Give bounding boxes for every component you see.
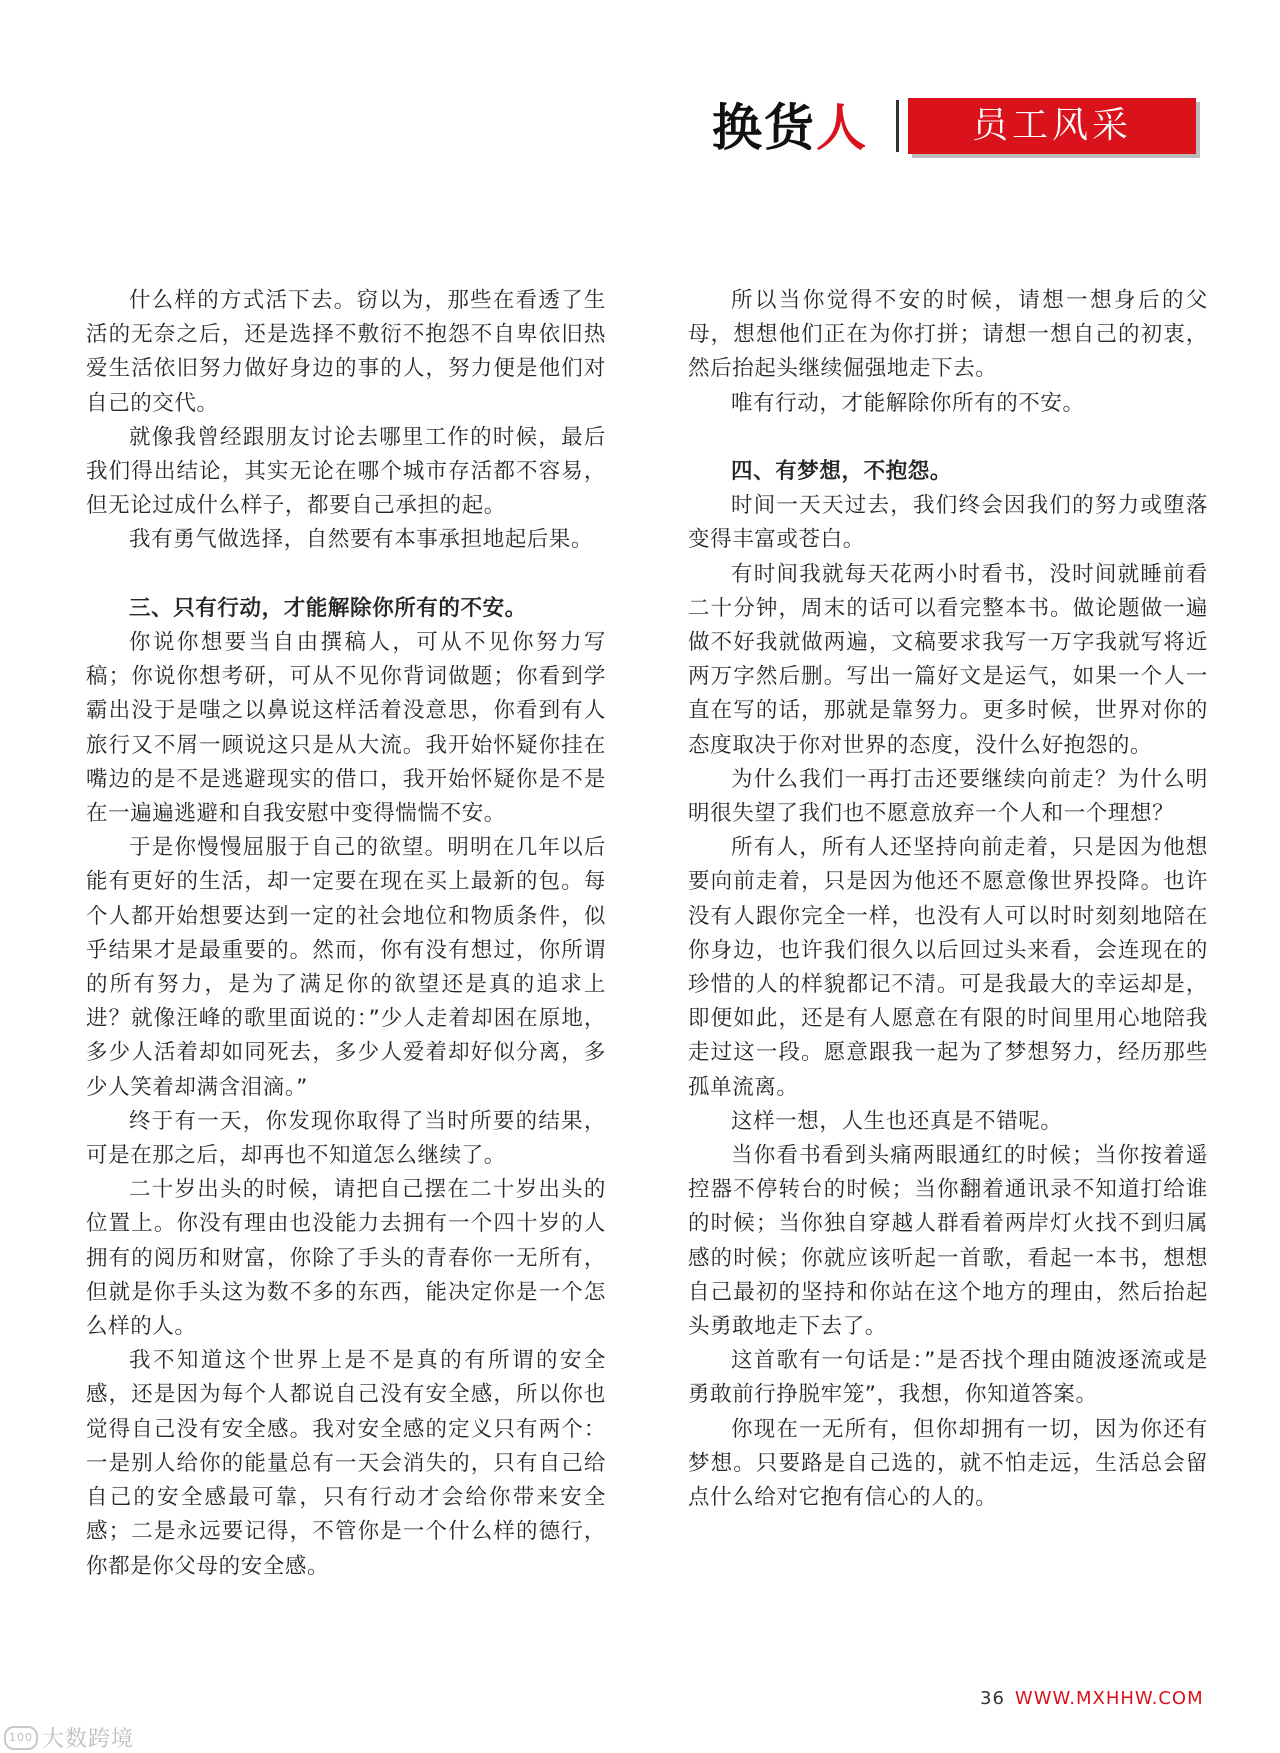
spacer: [86, 558, 606, 592]
paragraph: 唯有行动，才能解除你所有的不安。: [731, 390, 1085, 416]
brand-main-text: 换货: [712, 99, 816, 157]
paragraph: 你说你想要当自由撰稿人，可从不见你努力写稿；你说你想考研，可从不见你背词做题；你看到学霸出没于是嗤之以鼻说这样活着没意思，你看到有人旅行又不屑一顾说这只是从大流。我开始怀疑你挂在嘴边的是不是逃避现实的借口，我开始怀疑你是不是在一遍遍逃避和自我安慰中变得惴惴不安。: [86, 630, 606, 827]
section-heading: 四、有梦想，不抱怨。: [731, 459, 953, 484]
paragraph: 所以当你觉得不安的时候，请想一想身后的父母，想想他们正在为你打拼；请想一想自己的初衷，然后抬起头继续倔强地走下去。: [688, 288, 1208, 382]
paragraph: 这首歌有一句话是：”是否找个理由随波逐流或是勇敢前行挣脱牢笼”，我想，你知道答案。: [688, 1348, 1208, 1408]
paragraph: 有时间我就每天花两小时看书，没时间就睡前看二十分钟，周末的话可以看完整本书。做论题做一遍做不好我就做两遍，文稿要求我写一万字我就写将近两万字然后删。写出一篇好文是运气，如果一个人一直在写的话，那就是靠努力。更多时候，世界对你的态度取决于你对世界的态度，没什么好抱怨的。: [688, 561, 1208, 758]
paragraph: 我不知道这个世界上是不是真的有所谓的安全感，还是因为每个人都说自己没有安全感，所以你也觉得自己没有安全感。我对安全感的定义只有两个：一是别人给你的能量总有一天会消失的，只有自己给自己的安全感最可靠，只有行动才会给你带来安全感；二是永远要记得，不管你是一个什么样的德行，你都是你父母的安全感。: [86, 1348, 606, 1579]
brand-logo: [712, 98, 868, 158]
website-url: WWW.MXHHW.COM: [1014, 1688, 1204, 1709]
paragraph: 就像我曾经跟朋友讨论去哪里工作的时候，最后我们得出结论，其实无论在哪个城市存活都不容易，但无论过成什么样子，都要自己承担的起。: [86, 424, 606, 519]
page-footer: [980, 1688, 1204, 1709]
page-number: 36: [980, 1688, 1005, 1709]
left-column: [86, 284, 606, 1584]
paragraph: 我有勇气做选择，自然要有本事承担地起后果。: [129, 527, 594, 553]
paragraph: 你现在一无所有，但你却拥有一切，因为你还有梦想。只要路是自己选的，就不怕走远，生活总会留点什么给对它抱有信心的人的。: [688, 1416, 1208, 1511]
paragraph: 二十岁出头的时候，请把自己摆在二十岁出头的位置上。你没有理由也没能力去拥有一个四十岁的人拥有的阅历和财富，你除了手头的青春你一无所有，但就是你手头这为数不多的东西，能决定你是一个怎么样的人。: [86, 1177, 606, 1340]
section-label: 员工风采: [908, 98, 1196, 154]
paragraph: 终于有一天，你发现你取得了当时所要的结果，可是在那之后，却再也不知道怎么继续了。: [86, 1108, 606, 1169]
right-column: [688, 284, 1208, 1515]
header-divider: [896, 100, 899, 152]
brand-accent-text: 人: [816, 99, 868, 157]
paragraph: 所有人，所有人还坚持向前走着，只是因为他想要向前走着，只是因为他还不愿意像世界投降。也许没有人跟你完全一样，也没有人可以时时刻刻地陪在你身边，也许我们很久以后回过头来看，会连现在的珍惜的人的样貌都记不清。可是我最大的幸运却是，即便如此，还是有人愿意在有限的时间里用心地陪我走过这一段。愿意跟我一起为了梦想努力，经历那些孤单流离。: [688, 835, 1208, 1100]
section-heading: 三、只有行动，才能解除你所有的不安。: [129, 595, 527, 621]
paragraph: 这样一想，人生也还真是不错呢。: [731, 1108, 1063, 1134]
masthead: [700, 92, 1200, 164]
watermark-text: 大数跨境: [42, 1727, 135, 1752]
paragraph: 于是你慢慢屈服于自己的欲望。明明在几年以后能有更好的生活，却一定要在现在买上最新的包。每个人都开始想要达到一定的社会地位和物质条件，似乎结果才是最重要的。然而，你有没有想过，你所谓的所有努力，是为了满足你的欲望还是真的追求上进？就像汪峰的歌里面说的：”少人走着却困在原地，多少人活着却如同死去，多少人爱着却好似分离，多少人笑着却满含泪滴。”: [86, 835, 606, 1100]
paragraph: 为什么我们一再打击还要继续向前走？为什么明明很失望了我们也不愿意放弃一个人和一个理想？: [688, 766, 1208, 827]
spacer: [688, 421, 1208, 455]
watermark-logo-icon: 100: [4, 1726, 38, 1750]
paragraph: 当你看书看到头痛两眼通红的时候；当你按着遥控器不停转台的时候；当你翻着通讯录不知道打给谁的时候；当你独自穿越人群看着两岸灯火找不到归属感的时候；你就应该听起一首歌，看起一本书，想想自己最初的坚持和你站在这个地方的理由，然后抬起头勇敢地走下去了。: [688, 1143, 1208, 1340]
watermark: [4, 1722, 134, 1753]
paragraph: 时间一天天过去，我们终会因我们的努力或堕落变得丰富或苍白。: [688, 493, 1208, 553]
paragraph: 什么样的方式活下去。窃以为，那些在看透了生活的无奈之后，还是选择不敷衍不抱怨不自卑依旧热爱生活依旧努力做好身边的事的人，努力便是他们对自己的交代。: [86, 288, 606, 416]
